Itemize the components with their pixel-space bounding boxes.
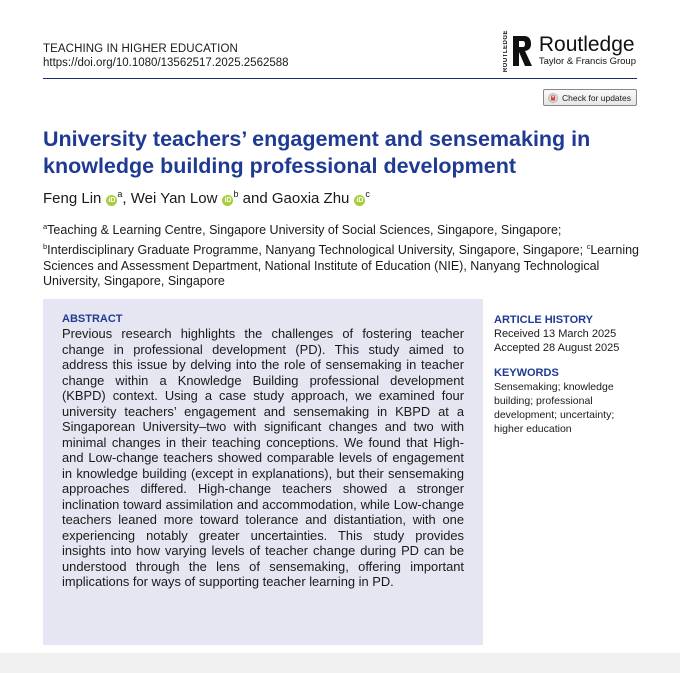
- check-for-updates-button[interactable]: [543, 89, 637, 106]
- orcid-icon[interactable]: iD: [108, 197, 116, 204]
- check-for-updates-label: Check for updates: [562, 92, 631, 103]
- publisher-name: Routledge: [538, 33, 635, 57]
- author-separator: and: [238, 190, 272, 207]
- page-bottom-strip: [0, 653, 680, 673]
- routledge-logo-icon: [511, 34, 533, 68]
- author-affiliation-sup: b: [233, 189, 239, 199]
- publisher-vertical-label: ROUTLEDGE: [502, 30, 509, 73]
- journal-header: [43, 42, 289, 70]
- affiliations: [43, 219, 643, 290]
- paper-title: University teachers’ engagement and sensemaking in knowledge building professional development: [43, 127, 591, 178]
- header-divider: [43, 78, 637, 79]
- author-list: [43, 185, 370, 208]
- affiliation-text: Interdisciplinary Graduate Programme, Nanyang Technological University, Singapore, Singapore;: [47, 242, 584, 257]
- keywords-text: Sensemaking; knowledge building; professional development; uncertainty; higher education: [494, 381, 615, 435]
- author-name: Gaoxia Zhu: [271, 190, 350, 207]
- abstract-text: Previous research highlights the challenges of fostering teacher change in professional development (PD). This study aimed to address this issue by delving into the role of sensemaking in teacher change within a Knowledge Building professional development (KBPD) context. Using a case study approach, we examined four university teachers’ engagement and sensemaking in KBPD at a Singaporean University–two with significant changes and two with minimal changes in their teaching conceptions. We found that High- and Low-change teachers showed comparable levels of engagement in knowledge building (except in explanations), but their sensemaking approaches differed. High-change teachers showed a stronger inclination toward assimilation and accommodation, while Low-change teachers leaned more toward tolerance and distantiation, with one experiencing notably greater uncertainties. This study provides insights into how varying levels of teacher change during PD can be understood through the lens of sensemaking, offering important implications for ways of supporting teacher learning in PD.: [62, 326, 464, 589]
- orcid-icon[interactable]: iD: [356, 197, 364, 204]
- affiliation-text: Learning Sciences and Assessment Department, National Institute of Education (NIE), Nanyang Technological University, Singapore, Singapore: [43, 242, 639, 289]
- article-history-heading: ARTICLE HISTORY: [494, 314, 594, 326]
- received-date: Received 13 March 2025: [494, 328, 617, 340]
- publisher-group: Taylor & Francis Group: [538, 56, 636, 68]
- article-sidebar: [494, 314, 644, 436]
- author-affiliation-sup: a: [117, 189, 123, 199]
- affiliation-text: Teaching & Learning Centre, Singapore University of Social Sciences, Singapore, Singapore;: [47, 223, 562, 238]
- author-separator: ,: [122, 190, 131, 207]
- orcid-icon[interactable]: iD: [224, 197, 232, 204]
- abstract-heading: ABSTRACT: [62, 313, 123, 325]
- affiliation-sup: b: [43, 241, 48, 251]
- affiliation-sup: c: [586, 241, 591, 251]
- check-updates-icon: [548, 93, 558, 103]
- accepted-date: Accepted 28 August 2025: [494, 342, 620, 354]
- doi-link[interactable]: https://doi.org/10.1080/13562517.2025.2562588: [43, 57, 289, 69]
- abstract-box: [43, 299, 483, 645]
- publisher-logo: [503, 30, 636, 72]
- affiliation-sup: a: [43, 222, 48, 231]
- author-name: Wei Yan Low: [130, 190, 218, 207]
- keywords-heading: KEYWORDS: [494, 367, 559, 379]
- journal-name: TEACHING IN HIGHER EDUCATION: [43, 43, 238, 55]
- author-name: Feng Lin: [43, 190, 102, 207]
- author-affiliation-sup: c: [365, 189, 370, 199]
